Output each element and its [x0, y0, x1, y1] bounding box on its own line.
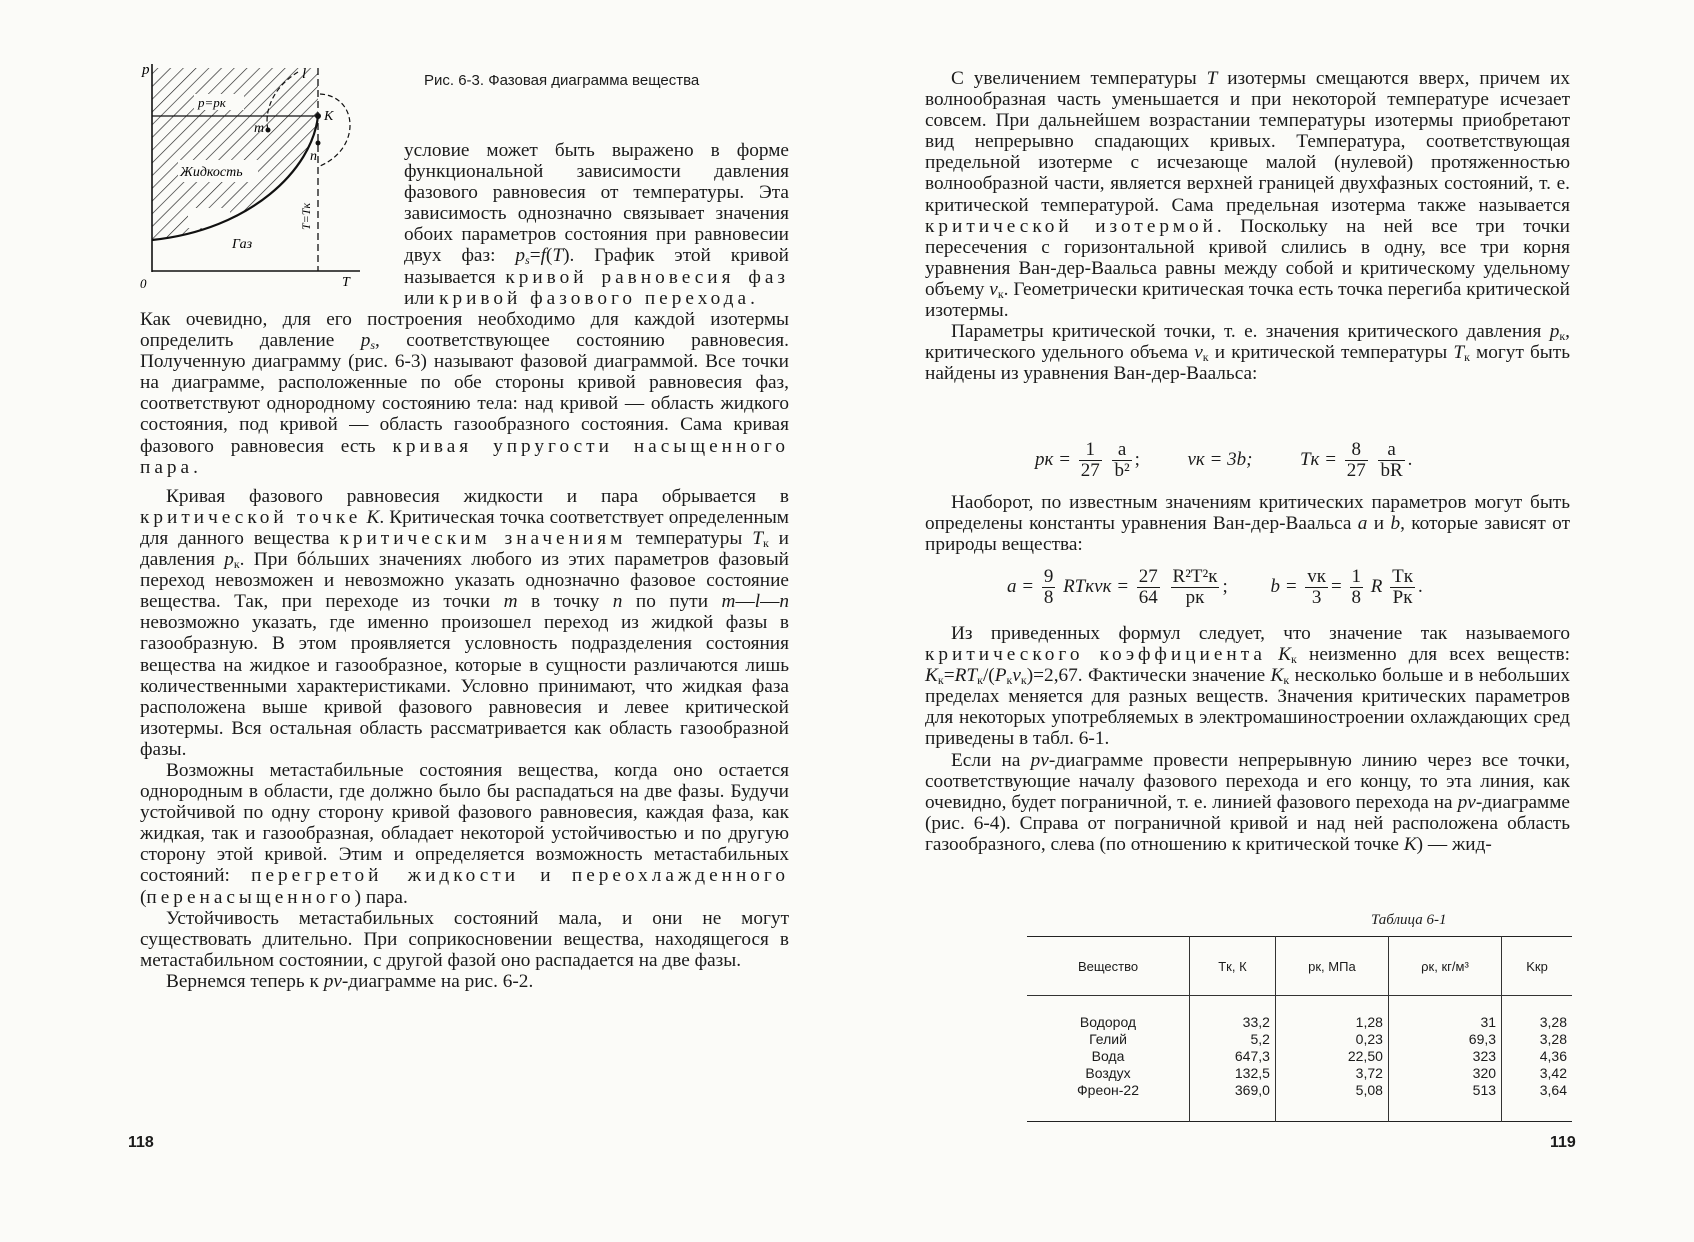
formula-tk-label: Tк =	[1299, 448, 1337, 470]
table-header-row	[1027, 937, 1572, 996]
frac-27-64: $\frac{27}{64}$	[1138, 566, 1158, 608]
cell: Воздух	[1085, 1065, 1131, 1081]
formula-b-label: b =	[1270, 575, 1298, 597]
formula-b-R: R	[1370, 575, 1383, 597]
table-row	[1027, 996, 1572, 1032]
paragraph-3: Возможны метастабильные состояния вещества, когда оно остается однородным в области, где должно было бы распадаться на две фазы. Будучи устойчивой по одну сторону кривой фазового равновесия, каждая фаза, как жидкая, так и газообразная, обладает некоторой устойчивостью и по другую сторону этой кривой. Этим и определяется возможность метастабильных состояний: перегретой жидкости и переохлажденного (перенасыщенного) пара.	[140, 759, 789, 908]
th-kkr: Kкр	[1502, 937, 1572, 996]
th-pk: pк, МПа	[1275, 937, 1388, 996]
cell: 320	[1388, 1065, 1501, 1082]
formula-a-mid: RTкvк =	[1063, 575, 1130, 597]
table-row	[1027, 1065, 1572, 1082]
page-number-right: 119	[1550, 1134, 1576, 1151]
label-liquid: Жидкость	[180, 165, 243, 180]
cell: 369,0	[1190, 1082, 1276, 1122]
cell: 3,28	[1502, 996, 1572, 1032]
paragraph-1-end: Как очевидно, для его построения необходимо для каждой изотермы определить давление $p_s$, соответствующее состоянию равновесия. Полученную диаграмму (рис. 6-3) называют фазовой диаграммой. Все точки на диаграмме, расположенные по обе стороны кривой равновесия фаз, соответствуют однородному состоянию тела: над кривой — область жидкого состояния, под кривой — область газообразного состояния. Сама кривая фазового равновесия есть кривая упругости насыщенного пара.	[140, 309, 789, 478]
cell: 4,36	[1502, 1048, 1572, 1065]
paragraph-r4: Из приведенных формул следует, что значение так называемого критического коэффициента $K_к$ неизменно для всех веществ: $K_к=RT_к/(P_кv_к)=2,67$. Фактически значение $K_к$ несколько больше и в небольших пределах меняется для разных веществ. Значения критических параметров для некоторых употребляемых в электромашиностроении охлаждающих сред приведены в табл. 6-1.	[925, 623, 1571, 750]
cell: 132,5	[1190, 1065, 1276, 1082]
table-title: Таблица 6-1	[1371, 912, 1447, 928]
th-rhok: ρк, кг/м³	[1388, 937, 1501, 996]
cell: 3,28	[1502, 1031, 1572, 1048]
frac-Tk-Pk: $\frac{Tк}{Pк}$	[1392, 566, 1413, 608]
cell: 33,2	[1190, 996, 1276, 1032]
paragraph-2: Кривая фазового равновесия жидкости и пара обрывается в критической точке K. Критическая точка соответствует определенным для данного вещества критическим значениям температуры $T_к$ и давления $p_к$. При бóльших значениях любого из этих параметров фазовый переход невозможен и невозможно указать однозначно фазовое состояние вещества. Так, при переходе из точки m в точку n по пути m—l—n невозможно указать, где именно произошел переход из жидкой фазы в газообразную. В этом проявляется условность подразделения состояния вещества на жидкое и газообразное, которые в сущности различаются лишь количественными характеристиками. Условно принимают, что жидкая фаза расположена выше кривой фазового равновесия и левее критической изотермы. Вся остальная область рассматривается как область газообразной фазы.	[140, 485, 790, 760]
cell: Водород	[1079, 1014, 1137, 1030]
right-main-column	[925, 68, 1570, 384]
cell: 647,3	[1190, 1048, 1276, 1065]
table-row	[1027, 1031, 1572, 1048]
cell: 3,72	[1275, 1065, 1388, 1082]
label-m: m	[254, 121, 265, 136]
label-T-eq: T=Tк	[299, 202, 313, 230]
frac-a-bR: $\frac{a}{bR}$	[1380, 439, 1403, 481]
paragraph-r2: Параметры критической точки, т. е. значения критического давления $p_к$, критического удельного объема $v_к$ и критической температуры $T_к$ могут быть найдены из уравнения Ван-дер-Ваальса:	[925, 321, 1570, 385]
paragraph-4: Устойчивость метастабильных состояний мала, и они не могут существовать длительно. При соприкосновении вещества, находящегося в метастабильном состоянии, с другой фазой оно распадается на две фазы.	[140, 907, 789, 971]
cell: Вода	[1091, 1048, 1125, 1064]
paragraph-r5: Если на pv-диаграмме провести непрерывную линию через все точки, соответствующие началу фазового перехода и его концу, то эта линия, как очевидно, будет пограничной, т. е. линией фазового перехода на pv-диаграмме (рис. 6-4). Справа от пограничной кривой и над ней расположена область газообразного, слева (по отношению к критической точке K) — жид-	[925, 749, 1570, 855]
table-row	[1027, 1048, 1572, 1065]
cell: 69,3	[1388, 1031, 1501, 1048]
frac-9-8: $\frac{9}{8}$	[1043, 566, 1054, 608]
phase-diagram	[140, 60, 400, 298]
right-page	[847, 0, 1694, 1242]
formula-pk-label: pк =	[1035, 448, 1071, 470]
paragraph-5: Вернемся теперь к pv-диаграмме на рис. 6-2.	[166, 970, 534, 992]
label-p-eq: p=pк	[198, 95, 226, 110]
label-l: l	[302, 66, 307, 82]
cell: 3,64	[1502, 1082, 1572, 1122]
formula-vdw-constants: a = $\frac{9}{8}$ RTкvк = $\frac{27}{64}$ $\frac{\text{R²T²к}}{pк}$ ; b = $\frac{vк}{3}$ = $\frac{1}{8}$ R $\frac{Tк}{Pк}$ .	[1007, 566, 1423, 608]
paragraph-r1: С увеличением температуры T изотермы смещаются вверх, причем их волнообразная часть уменьшается и при некоторой температуре исчезает совсем. При дальнейшем возрастании температуры изотермы приобретают вид непрерывно спадающих кривых. Температура, соответствующая предельной изотерме с исчезающе малой (нулевой) протяженностью волнообразной части, является верхней границей двухфазных состояний, т. е. критической температурой. Сама предельная изотерма также называется критической изотермой. Поскольку на ней все три точки пересечения с горизонтальной кривой слились в одну, все три корня уравнения Ван-дер-Ваальса равны между собой и критическому удельному объему $v_к$. Геометрически критическая точка есть точка перегиба критической изотермы.	[925, 68, 1570, 322]
frac-8-27: $\frac{8}{27}$	[1346, 439, 1366, 481]
formula-vk: vк = 3b;	[1187, 448, 1253, 470]
cell: 31	[1388, 996, 1501, 1032]
cell: 22,50	[1275, 1048, 1388, 1065]
cell: 5,08	[1275, 1082, 1388, 1122]
figure-caption: Рис. 6-3. Фазовая диаграмма вещества	[424, 72, 700, 89]
frac-1-27: $\frac{1}{27}$	[1080, 439, 1100, 481]
label-T-axis: T	[342, 275, 350, 290]
right-mid-column	[925, 492, 1570, 555]
frac-R2T2-pk: $\frac{\text{R²T²к}}{pк}$	[1172, 566, 1218, 608]
left-main-column	[140, 309, 789, 992]
cell: 3,42	[1502, 1065, 1572, 1082]
label-gas: Газ	[232, 237, 253, 252]
formula-a-label: a =	[1007, 575, 1035, 597]
cell: 5,2	[1190, 1031, 1276, 1048]
frac-a-b2: $\frac{a}{\text{b²}}$	[1114, 439, 1130, 481]
right-lower-column	[925, 623, 1570, 855]
table-row	[1027, 1082, 1572, 1122]
paragraph-r3: Наоборот, по известным значениям критических параметров могут быть определены константы уравнения Ван-дер-Ваальса a и b, которые зависят от природы вещества:	[925, 492, 1570, 556]
th-substance: Вещество	[1077, 958, 1139, 974]
frac-1-8: $\frac{1}{8}$	[1351, 566, 1361, 608]
frac-vk-3: $\frac{vк}{3}$	[1307, 566, 1327, 608]
th-tk: Tк, К	[1190, 937, 1276, 996]
label-n: n	[310, 149, 317, 164]
label-origin: 0	[140, 276, 147, 291]
cell: 0,23	[1275, 1031, 1388, 1048]
cell: 323	[1388, 1048, 1501, 1065]
label-K: K	[324, 109, 334, 124]
paragraph-1-start: условие может быть выражено в форме функциональной зависимости давления фазового равновесия от температуры. Эта зависимость однозначно связывает значения обоих параметров состояния при равновесии двух фаз: $p_s=f(T)$. График этой кривой называется кривой равновесия фаз или кривой фазового перехода.	[404, 140, 789, 309]
formula-critical-params: pк = $\frac{1}{27}$ $\frac{a}{\text{b²}}$ ; vк = 3b; Tк = $\frac{8}{27}$ $\frac{a}{bR}$ .	[1035, 439, 1413, 481]
critical-params-table	[1027, 936, 1572, 1122]
page-number-left: 118	[128, 1134, 154, 1151]
cell: Гелий	[1089, 1031, 1127, 1047]
cell: 1,28	[1275, 996, 1388, 1032]
cell: Фреон-22	[1077, 1082, 1139, 1098]
cell: 513	[1388, 1082, 1501, 1122]
label-p-axis: p	[142, 62, 150, 78]
text-wrap-column	[404, 140, 789, 309]
